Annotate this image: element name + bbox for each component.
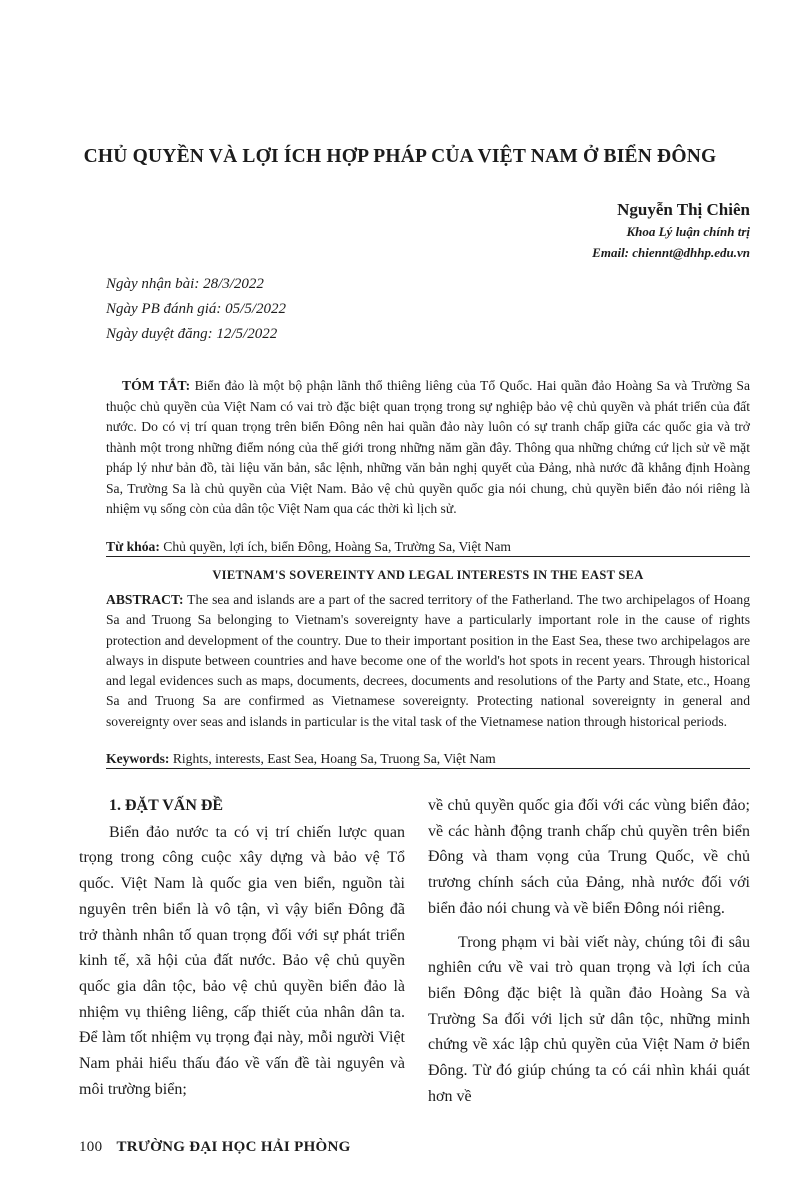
body-column-right (428, 793, 750, 1109)
summary-label: TÓM TẮT: (122, 378, 191, 393)
date-approved: Ngày duyệt đăng: 12/5/2022 (106, 326, 278, 342)
abstract-label: ABSTRACT: (106, 592, 184, 607)
keywords-en-label: Keywords: (106, 751, 170, 766)
author-block (592, 200, 750, 261)
body-paragraph: Biển đảo nước ta có vị trí chiến lược quan trọng trong công cuộc xây dựng và bảo vệ Tổ quốc. Việt Nam là quốc gia ven biển, nguồn tài nguyên trên biển là vô tận, vì vậy biển Đông đã trở thành nhân tố quan trọng đối với sự phát triển kinh tế, xã hội của đất nước. Bảo vệ chủ quyền quốc gia dân tộc, bảo vệ chủ quyền biển đảo là nhiệm vụ thiêng liêng, cấp thiết của nhân dân ta. Để làm tốt nhiệm vụ trọng đại này, mỗi người Việt Nam phải hiểu thấu đáo về vấn đề tài nguyên và môi trường biển; (79, 823, 405, 1098)
page-footer (79, 1139, 351, 1156)
keywords-vn-text: Chủ quyền, lợi ích, biển Đông, Hoàng Sa, Trường Sa, Việt Nam (163, 539, 511, 554)
english-title: VIETNAM'S SOVEREINTY AND LEGAL INTERESTS IN THE EAST SEA (212, 568, 644, 582)
keywords-vn-label: Từ khóa: (106, 539, 160, 554)
date-received: Ngày nhận bài: 28/3/2022 (106, 276, 264, 292)
author-department: Khoa Lý luận chính trị (626, 224, 750, 239)
date-reviewed: Ngày PB đánh giá: 05/5/2022 (106, 301, 286, 317)
abstract-text: The sea and islands are a part of the sacred territory of the Fatherland. The two archipelagos of Hoang Sa and Truong Sa belonging to Vietnam's sovereignty have a particularly important role in the cause of rights protection and development of the country. Due to their important position in the East Sea, these two archipelagos are always in dispute between countries and have become one of the world's hot spots in recent years. Through historical and legal evidences such as maps, documents, decrees, documents and resolutions of the Party and State, etc., Hoang Sa and Truong Sa are confirmed as Vietnamese sovereignty. Protecting national sovereignty in general and sovereignty over seas and islands in particular is the vital task of the Vietnamese nation through historical periods. (106, 592, 750, 729)
section-heading: 1. ĐẶT VẤN ĐỀ (109, 797, 224, 814)
page-number: 100 (79, 1139, 103, 1155)
summary-vietnamese (106, 376, 750, 520)
article-title: CHỦ QUYỀN VÀ LỢI ÍCH HỢP PHÁP CỦA VIỆT NAM Ở BIỂN ĐÔNG (83, 146, 717, 167)
summary-text: Biển đảo là một bộ phận lãnh thổ thiêng liêng của Tổ Quốc. Hai quần đảo Hoàng Sa và Trường Sa thuộc chủ quyền của Việt Nam có vai trò đặc biệt quan trọng trong sự nghiệp bảo vệ chủ quyền và phát triển của đất nước. Do có vị trí quan trọng trên biển Đông nên hai quần đảo này luôn có sự tranh chấp giữa các quốc gia và trở thành một trong những điểm nóng của thế giới trong những năm gần đây. Thông qua những chứng cứ lịch sử về mặt pháp lý như bản đồ, tài liệu văn bản, sắc lệnh, những văn bản nghị quyết của Đảng, nhà nước đã khẳng định Hoàng Sa, Trường Sa là chủ quyền của Việt Nam. Bảo vệ chủ quyền quốc gia nói chung, chủ quyền biển đảo nói riêng là nhiệm vụ sống còn của dân tộc Việt Nam qua các thời kì lịch sử. (106, 378, 751, 516)
journal-name: TRƯỜNG ĐẠI HỌC HẢI PHÒNG (116, 1139, 351, 1155)
author-email: Email: chiennt@dhhp.edu.vn (592, 245, 750, 260)
article-dates (106, 272, 286, 347)
body-paragraph: Trong phạm vi bài viết này, chúng tôi đi sâu nghiên cứu về vai trò quan trọng và lợi ích của biển Đông đặc biệt là quần đảo Hoàng Sa và Trường Sa đối với lịch sử dân tộc, những minh chứng về xác lập chủ quyền của Việt Nam ở biển Đông. Từ đó giúp chúng ta có cái nhìn khái quát hơn về (428, 933, 750, 1105)
abstract-english (106, 590, 750, 732)
keywords-vietnamese (106, 539, 750, 557)
body-paragraph-continued: về chủ quyền quốc gia đối với các vùng biển đảo; về các hành động tranh chấp chủ quyền trên biển Đông và tham vọng của Trung Quốc, về chủ trương chính sách của Đảng, nhà nước đối với biển đảo nói chung và về biển Đông nói riêng. (428, 797, 750, 917)
keywords-english (106, 751, 750, 769)
body-column-left (79, 793, 405, 1102)
keywords-en-text: Rights, interests, East Sea, Hoang Sa, Truong Sa, Việt Nam (172, 751, 496, 766)
author-name: Nguyễn Thị Chiên (617, 200, 750, 219)
